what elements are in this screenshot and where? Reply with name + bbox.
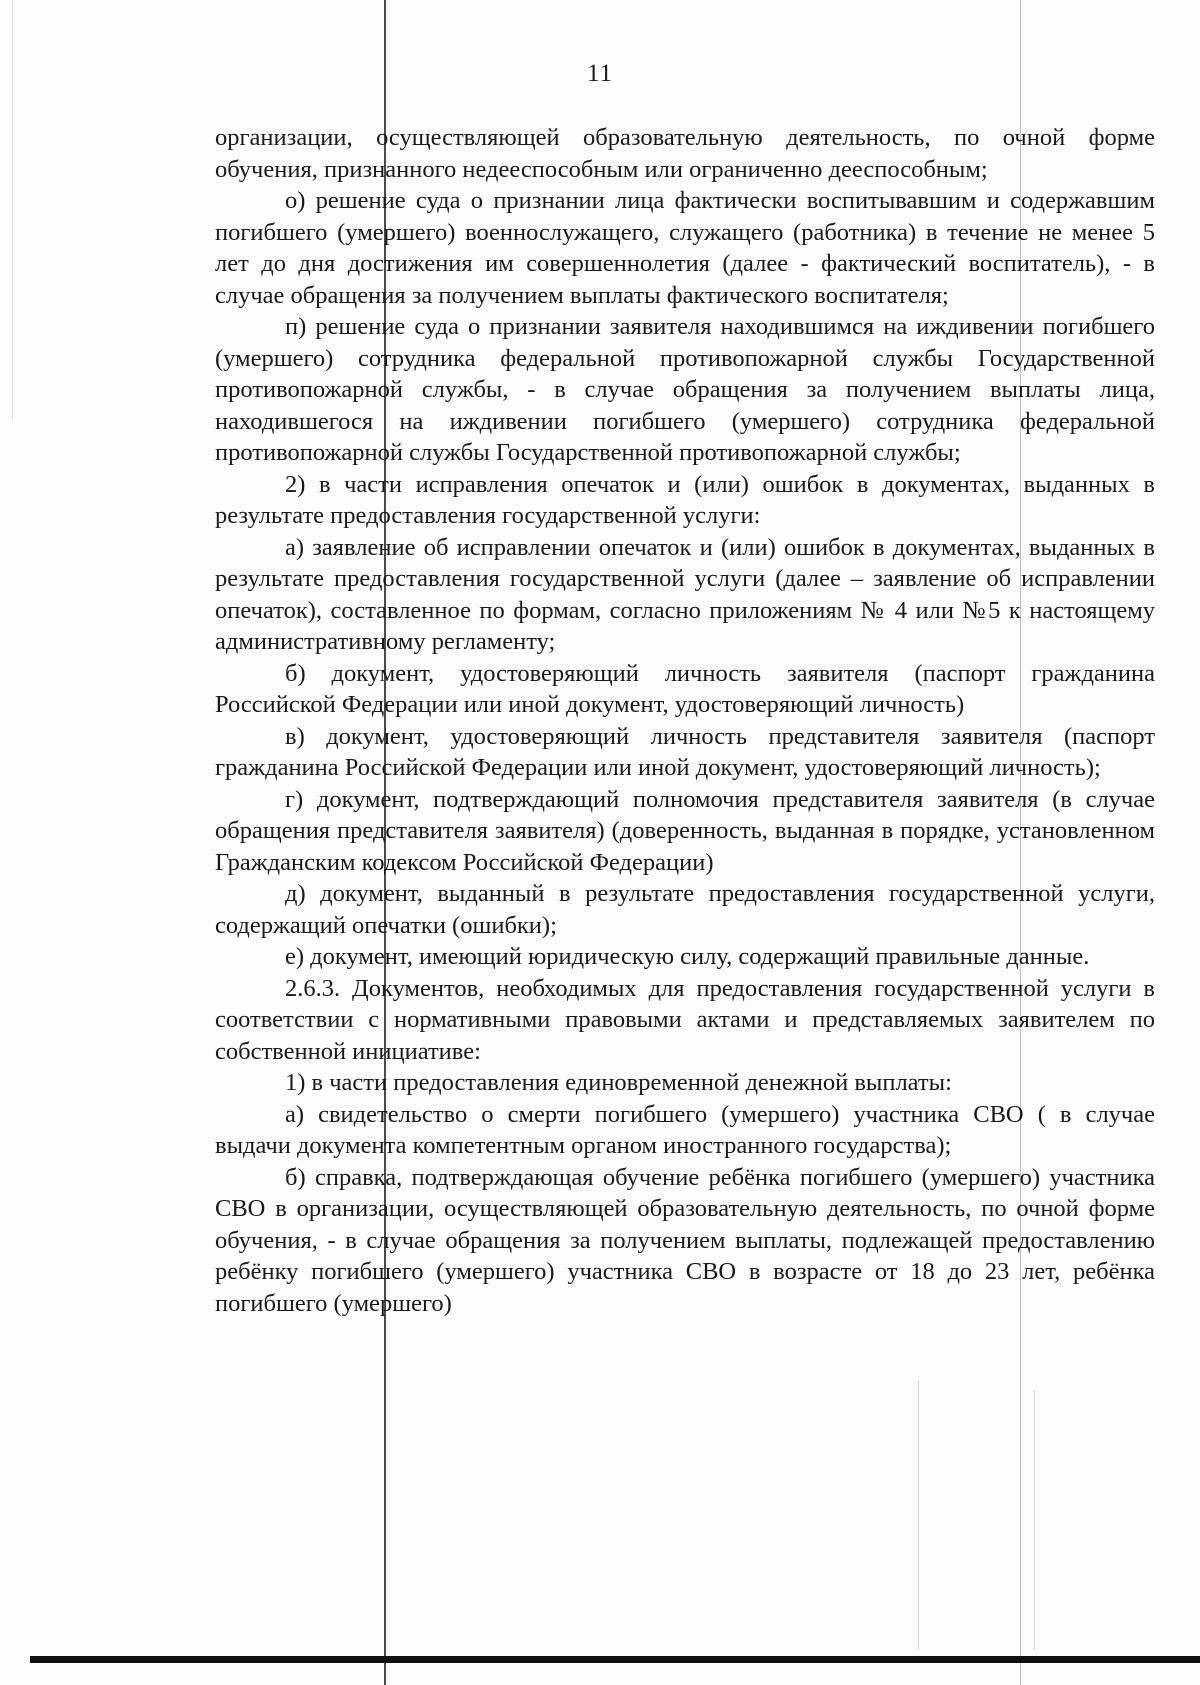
page-number: 11	[586, 60, 614, 87]
scan-bottom-edge	[30, 1656, 1200, 1663]
paragraph: организации, осуществляющей образовательную деятельность, по очной форме обучения, признанного недееспособным или ограниченно дееспособным;	[215, 124, 1155, 183]
document-body	[215, 122, 1155, 1319]
paragraph: в) документ, удостоверяющий личность представителя заявителя (паспорт гражданина Российской Федерации или иной документ, удостоверяющий личность);	[215, 722, 1155, 781]
scan-artifact-line	[1034, 1390, 1035, 1650]
paragraph: а) заявление об исправлении опечаток и (или) ошибок в документах, выданных в результате предоставления государственной услуги (далее – заявление об исправлении опечаток), составленное по формам, согласно приложениям № 4 или №5 к настоящему административному регламенту;	[215, 533, 1155, 655]
scan-artifact-line	[918, 1380, 919, 1650]
paragraph: б) документ, удостоверяющий личность заявителя (паспорт гражданина Российской Федерации или иной документ, удостоверяющий личность)	[215, 659, 1155, 718]
paragraph: г) документ, подтверждающий полномочия представителя заявителя (в случае обращения представителя заявителя) (доверенность, выданная в порядке, установленном Гражданским кодексом Российской Федерации)	[215, 785, 1155, 876]
paragraph: 2) в части исправления опечаток и (или) ошибок в документах, выданных в результате предоставления государственной услуги:	[215, 470, 1155, 529]
paragraph: о) решение суда о признании лица фактически воспитывавшим и содержавшим погибшего (умершего) военнослужащего, служащего (работника) в течение не менее 5 лет до дня достижения им совершеннолетия (далее - фактический воспитатель), - в случае обращения за получением выплаты фактического воспитателя;	[215, 187, 1155, 309]
paragraph: 1) в части предоставления единовременной денежной выплаты:	[285, 1069, 952, 1096]
paragraph: п) решение суда о признании заявителя находившимся на иждивении погибшего (умершего) сотрудника федеральной противопожарной службы Государственной противопожарной службы, - в случае обращения за получением выплаты лица, находившегося на иждивении погибшего (умершего) сотрудника федеральной противопожарной службы Государственной противопожарной службы;	[215, 313, 1155, 466]
paragraph: а) свидетельство о смерти погибшего (умершего) участника СВО ( в случае выдачи документа компетентным органом иностранного государства);	[215, 1100, 1155, 1159]
paragraph: б) справка, подтверждающая обучение ребёнка погибшего (умершего) участника СВО в организации, осуществляющей образовательную деятельность, по очной форме обучения, - в случае обращения за получением выплаты, подлежащей предоставлению ребёнку погибшего (умершего) участника СВО в возрасте от 18 до 23 лет, ребёнка погибшего (умершего)	[215, 1163, 1155, 1317]
paragraph: е) документ, имеющий юридическую силу, содержащий правильные данные.	[285, 943, 1090, 970]
paragraph: 2.6.3. Документов, необходимых для предоставления государственной услуги в соответствии с нормативными правовыми актами и представляемых заявителем по собственной инициативе:	[215, 974, 1155, 1065]
paragraph: д) документ, выданный в результате предоставления государственной услуги, содержащий опечатки (ошибки);	[215, 880, 1155, 939]
